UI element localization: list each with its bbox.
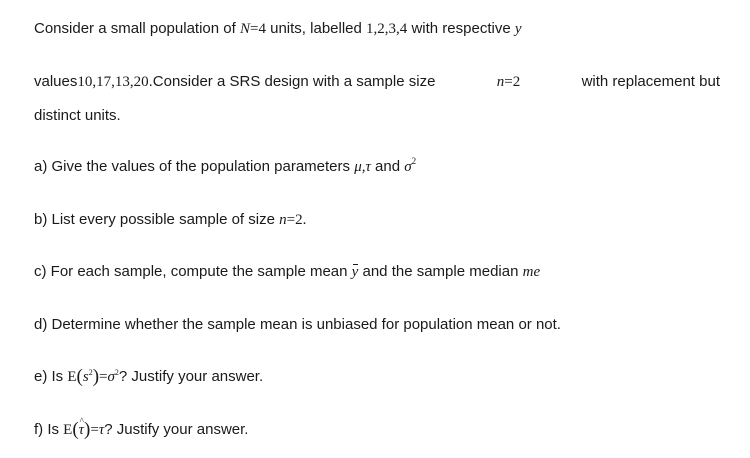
- sigma-symbol: σ: [107, 369, 115, 385]
- question-a: [34, 157, 416, 177]
- sample-size-symbol: n: [496, 74, 505, 90]
- sample-size-value: =2: [286, 212, 303, 228]
- intro-text: units, labelled: [270, 20, 362, 37]
- population-size-symbol: N: [239, 21, 250, 37]
- sample-size-symbol: n: [279, 212, 287, 228]
- sample-size-value: =2: [504, 74, 521, 90]
- question-text: and: [375, 158, 401, 175]
- tau-symbol: τ: [98, 422, 105, 438]
- question-text: d) Determine whether the sample mean is unbiased for population mean or not.: [34, 316, 561, 333]
- question-text: ? Justify your answer.: [104, 421, 249, 438]
- equals-sign: =: [99, 369, 108, 385]
- intro-line-1: [34, 19, 522, 39]
- intro-text: Consider a small population of: [34, 20, 236, 37]
- intro-text: with respective: [411, 20, 511, 37]
- question-f: f) Is E(^ τ)=τ? Justify your answer.: [34, 420, 248, 440]
- s-symbol: s: [82, 369, 89, 385]
- equals-sign: =: [90, 422, 99, 438]
- question-c: [34, 262, 540, 282]
- y-symbol: y: [514, 21, 522, 37]
- question-text: ? Justify your answer.: [118, 368, 264, 385]
- period: .: [302, 212, 307, 228]
- tau-hat-symbol: ^ τ: [79, 420, 84, 440]
- intro-text: distinct units.: [34, 107, 121, 124]
- ybar-symbol: y: [351, 264, 359, 280]
- median-symbol: me: [522, 264, 541, 280]
- intro-line-2: [34, 72, 720, 92]
- question-text: c) For each sample, compute the sample mean: [34, 263, 348, 280]
- population-size-value: =4: [249, 21, 266, 37]
- question-text: b) List every possible sample of size: [34, 211, 275, 228]
- question-d: [34, 315, 561, 335]
- intro-text: .Consider a SRS design with a sample size: [148, 73, 436, 90]
- s-exponent: 2: [88, 368, 93, 377]
- question-text: f) Is: [34, 421, 59, 438]
- question-e: e) Is $E(s^2)=\sigma^2$? Justify your answer.: [34, 366, 264, 387]
- question-b: [34, 210, 306, 230]
- expectation-symbol: E: [67, 369, 77, 385]
- sigma-symbol: σ: [404, 159, 412, 175]
- question-text: a) Give the values of the population parameters: [34, 158, 351, 175]
- intro-text: values: [34, 73, 78, 90]
- y-values: 10,17,13,20: [77, 74, 149, 90]
- question-text: e) Is: [34, 368, 64, 385]
- intro-line-3: [34, 106, 121, 126]
- parameter-symbols: μ,τ: [354, 159, 371, 175]
- unit-labels: 1,2,3,4: [366, 21, 408, 37]
- sigma-exponent: 2: [114, 368, 119, 377]
- sigma-exponent: 2: [411, 156, 417, 166]
- question-text: and the sample median: [362, 263, 519, 280]
- intro-text: with replacement but: [581, 73, 720, 90]
- expectation-symbol: E: [63, 422, 73, 438]
